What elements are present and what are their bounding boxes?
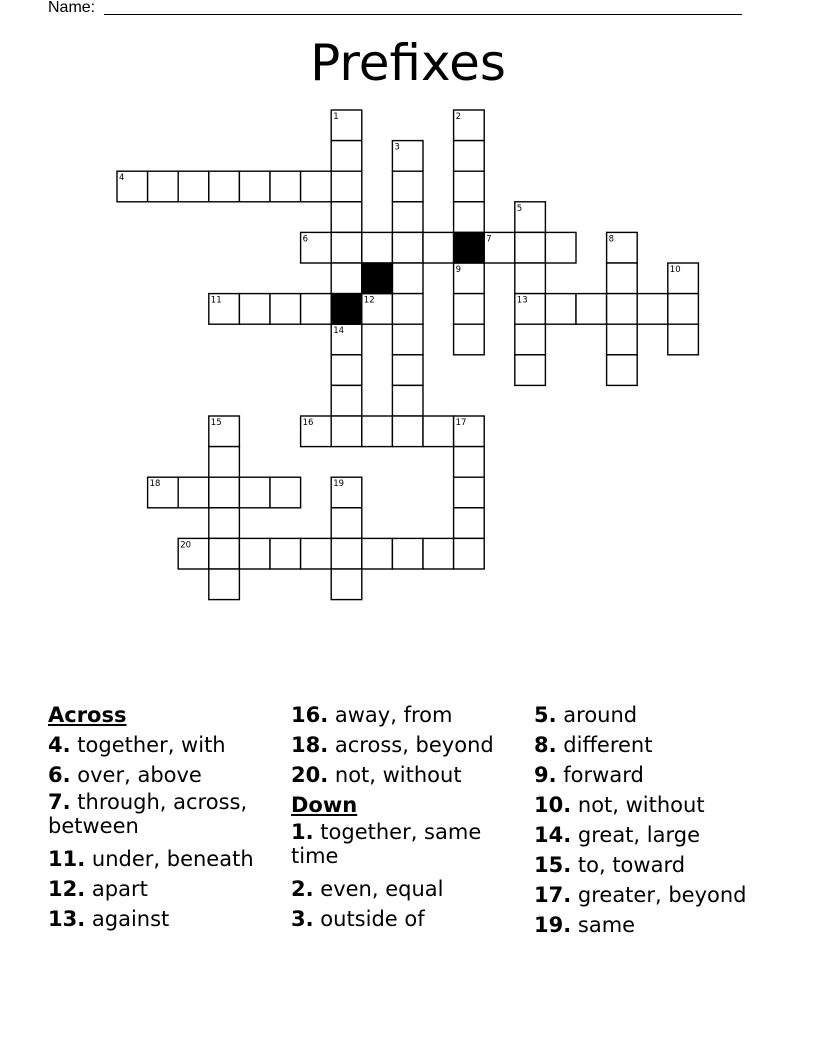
clue-text: across, beyond	[334, 733, 494, 757]
clue-text: apart	[91, 877, 148, 901]
grid-cell[interactable]	[209, 508, 240, 539]
clue-number-label: 10	[669, 265, 681, 275]
clue-text: not, without	[334, 763, 462, 787]
grid-cell[interactable]	[331, 232, 362, 263]
clues-column-3	[534, 700, 784, 940]
grid-cell[interactable]	[607, 294, 638, 325]
clue-number: 11.	[48, 847, 86, 871]
clue-number: 6.	[48, 763, 71, 787]
black-cell	[362, 263, 393, 294]
clue-number: 18.	[291, 733, 329, 757]
clue-number: 3.	[291, 907, 314, 931]
clue-number: 9.	[534, 763, 557, 787]
grid-cell[interactable]	[423, 416, 454, 447]
clue-number-label: 2	[455, 112, 462, 122]
grid-cell[interactable]	[301, 538, 332, 569]
clue-down-1	[291, 820, 521, 868]
clues-column-2	[291, 700, 521, 934]
grid-cell[interactable]	[454, 202, 485, 233]
grid-cell[interactable]	[362, 538, 393, 569]
grid-cell[interactable]	[515, 324, 546, 355]
clue-number: 19.	[534, 913, 572, 937]
grid-cell[interactable]	[392, 385, 423, 416]
clue-number-label: 14	[333, 326, 345, 337]
grid-cell[interactable]	[331, 538, 362, 569]
clue-number-label: 15	[210, 418, 222, 428]
grid-cell[interactable]	[209, 538, 240, 569]
grid-cell[interactable]	[270, 171, 301, 202]
grid-cell[interactable]	[239, 294, 270, 325]
clue-down-5	[534, 700, 784, 730]
clue-down-2	[291, 874, 521, 904]
clue-down-15	[534, 850, 784, 880]
grid-cell[interactable]	[454, 477, 485, 508]
clue-number-label: 11	[210, 295, 222, 306]
clue-number: 5.	[534, 703, 557, 727]
grid-cell[interactable]	[270, 477, 301, 508]
clue-across-6	[48, 760, 278, 790]
grid-cell[interactable]	[331, 416, 362, 447]
grid-cell[interactable]	[362, 416, 393, 447]
clue-number-label: 17	[455, 418, 467, 428]
grid-cell[interactable]	[545, 294, 576, 325]
black-cell	[331, 294, 362, 325]
grid-cell[interactable]	[331, 141, 362, 172]
clue-across-18	[291, 730, 521, 760]
clue-number: 14.	[534, 823, 572, 847]
grid-cell[interactable]	[331, 202, 362, 233]
clue-text: not, without	[577, 793, 705, 817]
name-label: Name:	[48, 0, 96, 16]
grid-cell[interactable]	[607, 263, 638, 294]
grid-cell[interactable]	[209, 171, 240, 202]
grid-cell[interactable]	[239, 538, 270, 569]
clue-across-4	[48, 730, 278, 760]
grid-cell[interactable]	[454, 171, 485, 202]
clue-number-label: 1	[333, 112, 339, 122]
grid-cell[interactable]	[545, 232, 576, 263]
grid-cell[interactable]	[209, 477, 240, 508]
clue-number-label: 19	[333, 479, 345, 490]
clue-number: 8.	[534, 733, 557, 757]
page-title: Prefixes	[310, 34, 506, 92]
black-cell	[454, 232, 485, 263]
grid-cell[interactable]	[301, 294, 332, 325]
clue-number: 10.	[534, 793, 572, 817]
clue-text: under, beneath	[91, 847, 254, 871]
grid-cell[interactable]	[239, 477, 270, 508]
grid-cell[interactable]	[178, 171, 209, 202]
grid-cell[interactable]	[668, 324, 699, 355]
grid-cell[interactable]	[454, 294, 485, 325]
clue-text: against	[91, 907, 170, 931]
grid-cell[interactable]	[454, 538, 485, 569]
clue-across-12	[48, 874, 278, 904]
grid-cell[interactable]	[515, 355, 546, 386]
grid-cell[interactable]	[331, 508, 362, 539]
clue-number: 15.	[534, 853, 572, 877]
grid-cell[interactable]	[331, 569, 362, 600]
clue-number-label: 9	[455, 265, 462, 275]
grid-cell[interactable]	[392, 232, 423, 263]
clue-number: 17.	[534, 883, 572, 907]
clue-text: over, above	[77, 763, 202, 787]
clue-across-11	[48, 844, 278, 874]
clue-number-label: 7	[486, 234, 492, 245]
grid-cell[interactable]	[454, 324, 485, 355]
grid-cell[interactable]	[331, 263, 362, 294]
clue-number-label: 12	[363, 295, 375, 306]
clue-text: outside of	[320, 907, 425, 931]
grid-cell[interactable]	[362, 232, 393, 263]
grid-cell[interactable]	[423, 538, 454, 569]
clue-text: away, from	[334, 703, 453, 727]
clue-number: 13.	[48, 907, 86, 931]
clue-text: great, large	[577, 823, 700, 847]
clue-across-7	[48, 790, 278, 838]
grid-cell[interactable]	[637, 294, 668, 325]
grid-cell[interactable]	[331, 171, 362, 202]
grid-cell[interactable]	[607, 355, 638, 386]
clue-number: 16.	[291, 703, 329, 727]
clue-text: even, equal	[320, 877, 444, 901]
clue-down-9	[534, 760, 784, 790]
grid-cell[interactable]	[148, 171, 179, 202]
clue-text: to, toward	[577, 853, 686, 877]
grid-cell[interactable]	[270, 294, 301, 325]
grid-cell[interactable]	[515, 263, 546, 294]
grid-cell[interactable]	[301, 171, 332, 202]
grid-cell[interactable]	[392, 355, 423, 386]
grid-cell[interactable]	[454, 141, 485, 172]
clues-column-1	[48, 700, 278, 934]
grid-cell[interactable]	[607, 324, 638, 355]
down-heading: Down	[291, 793, 358, 817]
grid-cell[interactable]	[209, 447, 240, 478]
clue-number-label: 8	[608, 234, 615, 245]
clue-number: 12.	[48, 877, 86, 901]
across-heading: Across	[48, 703, 127, 727]
grid-cell[interactable]	[392, 171, 423, 202]
clue-text: forward	[563, 763, 644, 787]
grid-cell[interactable]	[239, 171, 270, 202]
clue-across-20	[291, 760, 521, 790]
clue-text: together, same time	[291, 820, 482, 868]
clue-across-16	[291, 700, 521, 730]
grid-cell[interactable]	[576, 294, 607, 325]
grid-cell[interactable]	[392, 324, 423, 355]
grid-cell[interactable]	[423, 232, 454, 263]
clue-text: different	[563, 733, 653, 757]
grid-cell[interactable]	[454, 447, 485, 478]
clue-text: through, across, between	[48, 790, 248, 838]
grid-cell[interactable]	[392, 294, 423, 325]
clue-number-label: 13	[516, 295, 528, 306]
grid-cell[interactable]	[668, 294, 699, 325]
clue-text: around	[563, 703, 638, 727]
clue-text: together, with	[77, 733, 226, 757]
grid-cell[interactable]	[454, 508, 485, 539]
clue-text: same	[577, 913, 636, 937]
grid-cell[interactable]	[270, 538, 301, 569]
clue-number-label: 4	[119, 173, 125, 184]
clue-number: 20.	[291, 763, 329, 787]
clue-number: 2.	[291, 877, 314, 901]
grid-cell[interactable]	[392, 416, 423, 447]
clue-down-8	[534, 730, 784, 760]
clue-text: greater, beyond	[577, 883, 747, 907]
clue-number: 1.	[291, 820, 314, 844]
grid-cell[interactable]	[392, 202, 423, 233]
grid-cell[interactable]	[515, 232, 546, 263]
grid-cell[interactable]	[178, 477, 209, 508]
clue-down-17	[534, 880, 784, 910]
clue-number-label: 16	[302, 418, 314, 428]
grid-cell[interactable]	[209, 569, 240, 600]
clue-number-label: 3	[394, 142, 400, 153]
clue-number-label: 20	[180, 540, 192, 551]
clue-down-10	[534, 790, 784, 820]
clue-number: 7.	[48, 790, 71, 814]
clue-number: 4.	[48, 733, 71, 757]
clue-across-13	[48, 904, 278, 934]
clue-down-3	[291, 904, 521, 934]
grid-cell[interactable]	[331, 355, 362, 386]
clue-down-19	[534, 910, 784, 940]
clue-number-label: 6	[302, 234, 309, 245]
clue-number-label: 18	[149, 479, 161, 490]
grid-cell[interactable]	[392, 538, 423, 569]
clue-number-label: 5	[516, 203, 523, 214]
grid-cell[interactable]	[392, 263, 423, 294]
grid-cell[interactable]	[331, 385, 362, 416]
clue-down-14	[534, 820, 784, 850]
